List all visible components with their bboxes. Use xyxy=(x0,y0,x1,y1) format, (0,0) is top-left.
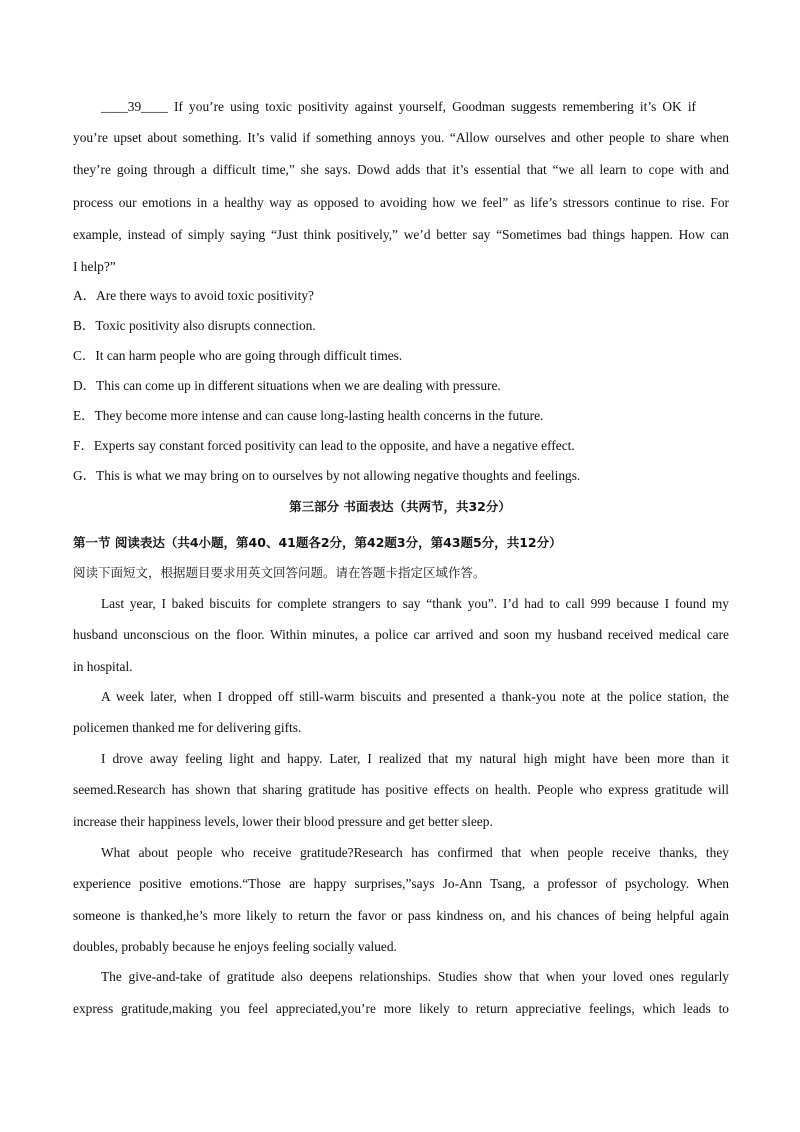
passage-39-line: example, instead of simply saying “Just think positively,” we’d better say “Sometimes bad things happen. How can xyxy=(73,227,729,242)
option-g: G．This is what we may bring on to ourselves by not allowing negative thoughts and feelings. xyxy=(73,468,581,483)
passage-39-line: process our emotions in a healthy way as opposed to avoiding how we feel” as life’s stressors continue to rise. For xyxy=(73,195,729,210)
option-c: C．It can harm people who are going through difficult times. xyxy=(73,348,403,363)
article-line: husband unconscious on the floor. Within minutes, a police car arrived and soon my husband received medical care xyxy=(73,627,729,642)
option-a: A．Are there ways to avoid toxic positivity? xyxy=(73,288,314,303)
article-line: experience positive emotions.“Those are happy surprises,”says Jo-Ann Tsang, a professor of psychology. When xyxy=(73,876,729,891)
article-line: Last year, I baked biscuits for complete strangers to say “thank you”. I’d had to call 999 because I found my xyxy=(101,596,729,611)
article-line: I drove away feeling light and happy. Later, I realized that my natural high might have been more than it xyxy=(101,751,729,766)
article-line: someone is thanked,he’s more likely to return the favor or pass kindness on, and his chances of being helpful again xyxy=(73,908,729,923)
article-line: seemed.Research has shown that sharing gratitude has positive effects on health. People who express gratitude will xyxy=(73,782,729,797)
article-line: The give-and-take of gratitude also deepens relationships. Studies show that when your loved ones regularly xyxy=(101,969,729,984)
article-line: policemen thanked me for delivering gifts. xyxy=(73,720,302,735)
article-line: in hospital. xyxy=(73,659,133,674)
passage-39-line: I help?” xyxy=(73,259,116,274)
passage-39-line: they’re going through a difficult time,” she says. Dowd adds that it’s essential that “we all learn to cope with and xyxy=(73,162,729,177)
article-line: increase their happiness levels, lower their blood pressure and get better sleep. xyxy=(73,814,493,829)
instruction-text: 阅读下面短文，根据题目要求用英文回答问题。请在答题卡指定区域作答。 xyxy=(73,565,486,580)
article-line: doubles, probably because he enjoys feeling socially valued. xyxy=(73,939,397,954)
article-line: A week later, when I dropped off still-warm biscuits and presented a thank-you note at the police station, the xyxy=(101,689,729,704)
option-f: F．Experts say constant forced positivity can lead to the opposite, and have a negative effect. xyxy=(73,438,575,453)
passage-39-line: ____39____ If you’re using toxic positivity against yourself, Goodman suggests remembering it’s OK if xyxy=(101,99,696,114)
option-e: E．They become more intense and can cause long-lasting health concerns in the future. xyxy=(73,408,544,423)
part3-title: 第三部分 书面表达（共两节，共32分） xyxy=(289,499,511,514)
passage-39-line: you’re upset about something. It’s valid if something annoys you. “Allow ourselves and other people to share when xyxy=(73,130,729,145)
article-line: express gratitude,making you feel appreciated,you’re more likely to return appreciative feelings, which leads to xyxy=(73,1001,729,1016)
section1-title: 第一节 阅读表达（共4小题，第40、41题各2分，第42题3分，第43题5分，共12分） xyxy=(73,535,562,550)
option-d: D．This can come up in different situations when we are dealing with pressure. xyxy=(73,378,501,393)
article-line: What about people who receive gratitude?Research has confirmed that when people receive thanks, they xyxy=(101,845,729,860)
option-b: B．Toxic positivity also disrupts connection. xyxy=(73,318,316,333)
